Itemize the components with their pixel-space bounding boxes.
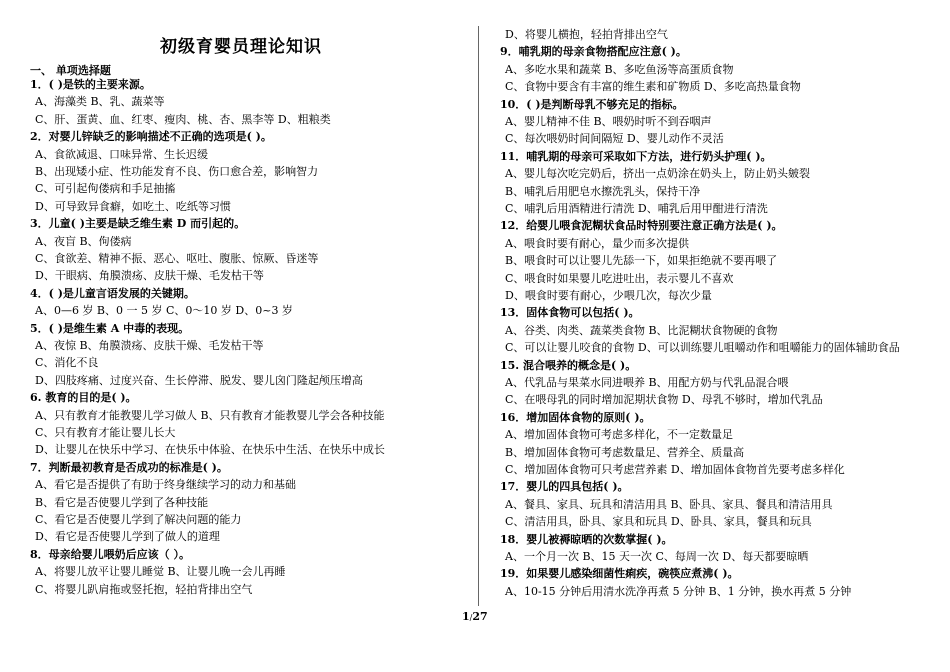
answer-option: A、喂食时要有耐心，量少而多次提供 [505,236,689,250]
answer-option: A、多吃水果和蔬菜 B、多吃鱼汤等高蛋质食物 [505,62,734,76]
page-number [462,610,488,623]
answer-option: A、谷类、肉类、蔬菜类食物 B、比泥糊状食物硬的食物 [505,323,778,337]
answer-option: A、夜惊 B、角膜溃疡、皮肤干燥、毛发枯干等 [35,339,264,352]
answer-option: C、可以让婴儿咬食的食物 D、可以训练婴儿咀嚼动作和咀嚼能力的固体辅助食品 [505,341,900,355]
answer-option: C、哺乳后用酒精进行清洗 D、哺乳后用甲酣进行清洗 [505,202,768,215]
answer-option: A、食欲减退、口味异常、生长迟缓 [35,147,208,161]
question-text: 9．哺乳期的母亲食物搭配应注意( )。 [500,45,687,59]
answer-option: C、每次喂奶时间间隔短 D、婴儿动作不灵活 [505,132,724,146]
answer-option: A、10-15 分钟后用清水洗净再煮 5 分钟 B、1 分钟，换水再煮 5 分钟 [505,584,852,598]
answer-option: C、肝、蛋黄、血、红枣、瘦肉、桃、杏、黑李等 D、粗粮类 [35,112,331,126]
answer-option: A、夜盲 B、佝偻病 [35,234,132,248]
answer-option: B、增加固体食物可考虑数量足、营养全、质量高 [505,445,745,459]
page-current: 1 [462,610,470,623]
question-text: 5．( )是维生素 A 中毒的表现。 [30,321,190,335]
answer-option: D、让婴儿在快乐中学习、在快乐中体验、在快乐中生活、在快乐中成长 [35,443,385,457]
answer-option: C、增加固体食物可只考虑营养素 D、增加固体食物首先要考虑多样化 [505,463,845,476]
answer-option: D、可导致异食癖，如吃土、吃纸等习惯 [35,199,231,213]
answer-option: C、只有教育才能让婴儿长大 [35,426,176,439]
answer-option: A、只有教育才能教婴儿学习做人 B、只有教育才能教婴儿学会各种技能 [35,408,385,422]
question-text: 15. 混合喂养的概念是( )。 [500,358,637,372]
answer-option: A、餐具、家具、玩具和清洁用具 B、卧具、家具、餐具和清洁用具 [505,497,833,511]
answer-option: D、将婴儿横抱，轻拍背排出空气 [505,28,668,41]
answer-option: C、将婴儿趴肩拖或竖托抱，轻拍背排出空气 [35,582,253,596]
page-separator: / [469,613,473,622]
section-heading: 一、 单项选择题 [30,64,111,77]
answer-option: D、四肢疼痛、过度兴奋、生长停滞、脱发、婴儿囟门隆起颅压增高 [35,373,363,387]
answer-option: C、清洁用具，卧具、家具和玩具 D、卧具、家具，餐具和玩具 [505,515,812,529]
question-text: 18．婴儿被褥晾晒的次数掌握( )。 [500,532,673,546]
answer-option: B、出现矮小症、性功能发育不良、伤口愈合差，影响智力 [35,165,319,178]
question-text: 7．判断最初教育是否成功的标准是( )。 [30,460,228,474]
answer-option: C、食欲差、精神不振、恶心、呕吐、腹胀、惊厥、昏迷等 [35,252,319,265]
answer-option: A、一个月一次 B、15 天一次 C、每周一次 D、每天都要晾晒 [505,550,809,563]
document-title: 初级育婴员理论知识 [160,37,322,57]
answer-option: A、海藻类 B、乳、蔬菜等 [35,95,165,109]
question-text: 19．如果婴儿感染细菌性痢疾，碗筷应煮沸( )。 [500,567,739,581]
question-text: 16．增加固体食物的原则( )。 [500,410,651,424]
answer-option: C、在喂母乳的同时增加泥期状食物 D、母乳不够时，增加代乳品 [505,393,823,407]
question-text: 13．固体食物可以包括( )。 [500,306,640,320]
column-divider [478,26,479,606]
answer-option: A、增加固体食物可考虑多样化，不一定数量足 [505,428,733,442]
question-text: 17．婴儿的四具包括( )。 [500,480,629,494]
answer-option: C、可引起佝偻病和手足抽搐 [35,182,176,196]
answer-option: B、哺乳后用肥皂水擦洗乳头，保持干净 [505,184,701,198]
answer-option: C、喂食时如果婴儿吃进吐出，表示婴儿不喜欢 [505,271,734,285]
answer-option: B、看它是否使婴儿学到了各种技能 [35,495,209,509]
answer-option: C、食物中要含有丰富的维生素和矿物质 D、多吃高热量食物 [505,80,801,94]
question-text: 11．哺乳期的母亲可采取如下方法，进行奶头护理( )。 [500,149,772,163]
question-text: 8．母亲给婴儿喂奶后应该（ ）。 [30,547,190,561]
question-text: 4．( )是儿童言语发展的关键期。 [30,286,195,300]
question-text: 10．( )是判断母乳不够充足的指标。 [500,97,684,111]
answer-option: A、看它是否提供了有助于终身继续学习的动力和基础 [35,478,296,492]
answer-option: D、干眼病、角膜溃疡、皮肤干燥、毛发枯干等 [35,269,264,283]
answer-option: C、消化不良 [35,356,99,370]
answer-option: D、看它是否使婴儿学到了做人的道理 [35,530,220,544]
answer-option: B、喂食时可以让婴儿先舔一下，如果拒绝就不要再喂了 [505,254,778,268]
question-text: 2．对婴儿锌缺乏的影响描述不正确的选项是( )。 [30,130,272,144]
question-text: 3．儿童( )主要是缺乏维生素 D 而引起的。 [30,217,246,231]
question-text: 1．( )是铁的主要来源。 [30,78,151,91]
answer-option: D、喂食时要有耐心，少喂几次，每次少量 [505,289,712,302]
question-text: 6. 教育的目的是( )。 [30,391,137,405]
page-total: 27 [472,610,488,623]
answer-option: A、婴儿精神不佳 B、喂奶时听不到吞咽声 [505,115,712,128]
answer-option: A、婴儿每次吃完奶后，挤出一点奶涂在奶头上，防止奶头皴裂 [505,167,810,181]
answer-option: A、0—6 岁 B、0 一 5 岁 C、0～10 岁 D、0~3 岁 [35,304,293,318]
answer-option: A、代乳品与果菜水同进喂养 B、用配方奶与代乳品混合喂 [505,376,789,389]
answer-option: C、看它是否使婴儿学到了解决问题的能力 [35,513,242,526]
question-text: 12．给婴儿喂食泥糊状食品时特别要注意正确方法是( )。 [500,219,783,233]
answer-option: A、将婴儿放平让婴儿睡觉 B、让婴儿晚一会儿再睡 [35,565,286,579]
